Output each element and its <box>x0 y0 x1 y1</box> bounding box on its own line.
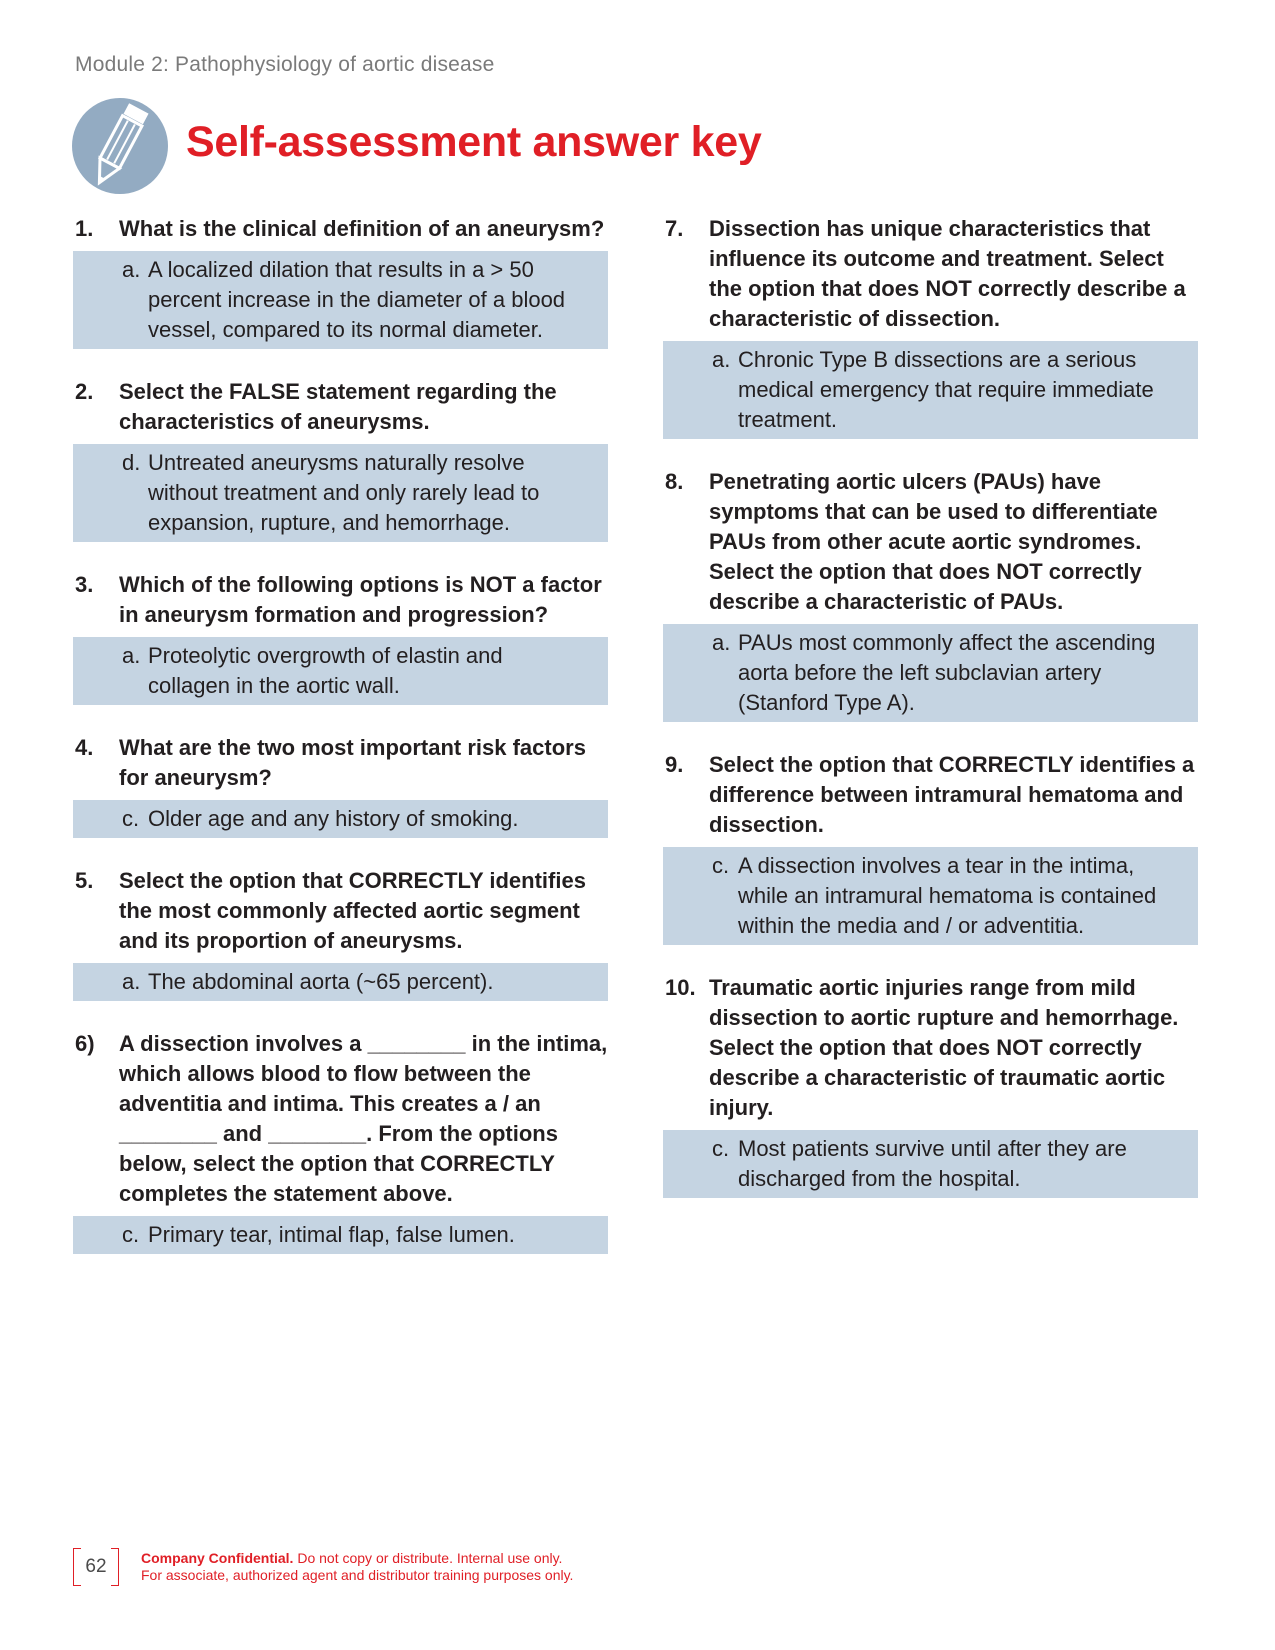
answer-letter: d. <box>122 450 141 475</box>
question-item <box>73 377 608 542</box>
answer-text: Chronic Type B dissections are a serious medical emergency that require immediate treatment. <box>738 347 1154 432</box>
answer-band <box>73 800 608 838</box>
answer-band <box>663 847 1198 945</box>
confidentiality-notice <box>141 1550 573 1584</box>
question-body: Dissection has unique characteristics that influence its outcome and treatment. Select the option that does NOT correctly describe a characteristic of dissection. <box>709 216 1186 331</box>
module-title: Module 2: Pathophysiology of aortic disease <box>75 53 495 76</box>
pencil-icon <box>72 98 168 194</box>
page-number: 62 <box>85 1556 107 1577</box>
answer-letter: a. <box>122 643 141 668</box>
confidential-label: Company Confidential. <box>141 1550 294 1566</box>
answer-band <box>663 1130 1198 1198</box>
answer-letter: a. <box>122 257 141 282</box>
answer-text: The abdominal aorta (~65 percent). <box>148 969 494 994</box>
question-text <box>663 214 1198 334</box>
question-body: What is the clinical definition of an aneurysm? <box>119 216 605 241</box>
answer-band <box>73 963 608 1001</box>
question-number: 7. <box>665 216 684 241</box>
answer-letter: c. <box>712 853 730 878</box>
answer-text: A localized dilation that results in a > 50 percent increase in the diameter of a blood vessel, compared to its normal diameter. <box>148 257 566 342</box>
question-body: Select the option that CORRECTLY identifies a difference between intramural hematoma and dissection. <box>709 752 1195 837</box>
question-item <box>663 214 1198 439</box>
question-body: Select the option that CORRECTLY identifies the most commonly affected aortic segment and its proportion of aneurysms. <box>119 868 586 953</box>
question-number: 6) <box>75 1031 95 1056</box>
question-item <box>663 750 1198 945</box>
question-number: 5. <box>75 868 94 893</box>
answer-letter: a. <box>712 630 731 655</box>
question-text <box>663 973 1198 1123</box>
question-text <box>663 750 1198 840</box>
question-text <box>73 570 608 630</box>
left-column <box>73 214 608 1282</box>
answer-band <box>73 251 608 349</box>
answer-band <box>73 637 608 705</box>
question-text <box>73 377 608 437</box>
answer-band <box>663 341 1198 439</box>
page-heading: Self-assessment answer key <box>186 118 762 166</box>
answer-text: Primary tear, intimal flap, false lumen. <box>148 1222 515 1247</box>
answer-letter: a. <box>122 969 141 994</box>
answer-letter: c. <box>122 806 140 831</box>
question-item <box>73 733 608 838</box>
question-item <box>73 866 608 1001</box>
question-text <box>663 467 1198 617</box>
question-body: Which of the following options is NOT a factor in aneurysm formation and progression? <box>119 572 602 627</box>
answer-band <box>73 444 608 542</box>
question-text <box>73 733 608 793</box>
question-body: A dissection involves a ________ in the intima, which allows blood to flow between the adventitia and intima. This creates a / an ________ and ________. From the options below, select the option that CORRECTLY completes the statement above. <box>119 1031 608 1206</box>
question-text <box>73 866 608 956</box>
question-number: 8. <box>665 469 684 494</box>
answer-letter: c. <box>712 1136 730 1161</box>
question-text <box>73 214 608 244</box>
question-text <box>73 1029 608 1209</box>
confidential-text: Do not copy or distribute. Internal use only. <box>297 1550 563 1566</box>
question-item <box>73 570 608 705</box>
answer-text: Most patients survive until after they are discharged from the hospital. <box>738 1136 1127 1191</box>
answer-text: PAUs most commonly affect the ascending aorta before the left subclavian artery (Stanford Type A). <box>738 630 1156 715</box>
right-column <box>663 214 1198 1226</box>
question-number: 2. <box>75 379 94 404</box>
question-body: Select the FALSE statement regarding the characteristics of aneurysms. <box>119 379 557 434</box>
training-note: For associate, authorized agent and distributor training purposes only. <box>141 1567 574 1583</box>
question-item <box>663 467 1198 722</box>
answer-text: A dissection involves a tear in the intima, while an intramural hematoma is contained within the media and / or adventitia. <box>738 853 1157 938</box>
question-item <box>73 214 608 349</box>
question-body: What are the two most important risk factors for aneurysm? <box>119 735 586 790</box>
question-number: 1. <box>75 216 94 241</box>
answer-text: Untreated aneurysms naturally resolve without treatment and only rarely lead to expansion, rupture, and hemorrhage. <box>148 450 540 535</box>
question-number: 4. <box>75 735 94 760</box>
question-number: 10. <box>665 975 696 1000</box>
question-number: 3. <box>75 572 94 597</box>
answer-letter: a. <box>712 347 731 372</box>
question-item <box>73 1029 608 1254</box>
answer-band <box>663 624 1198 722</box>
question-item <box>663 973 1198 1198</box>
question-number: 9. <box>665 752 684 777</box>
answer-band <box>73 1216 608 1254</box>
question-body: Penetrating aortic ulcers (PAUs) have symptoms that can be used to differentiate PAUs from other acute aortic syndromes. Select the option that does NOT correctly describe a characteristic of PAUs. <box>709 469 1158 614</box>
answer-text: Older age and any history of smoking. <box>148 806 519 831</box>
question-body: Traumatic aortic injuries range from mild dissection to aortic rupture and hemorrhage. Select the option that does NOT correctly describe a characteristic of traumatic aortic injury. <box>709 975 1179 1120</box>
answer-letter: c. <box>122 1222 140 1247</box>
answer-text: Proteolytic overgrowth of elastin and collagen in the aortic wall. <box>148 643 503 698</box>
